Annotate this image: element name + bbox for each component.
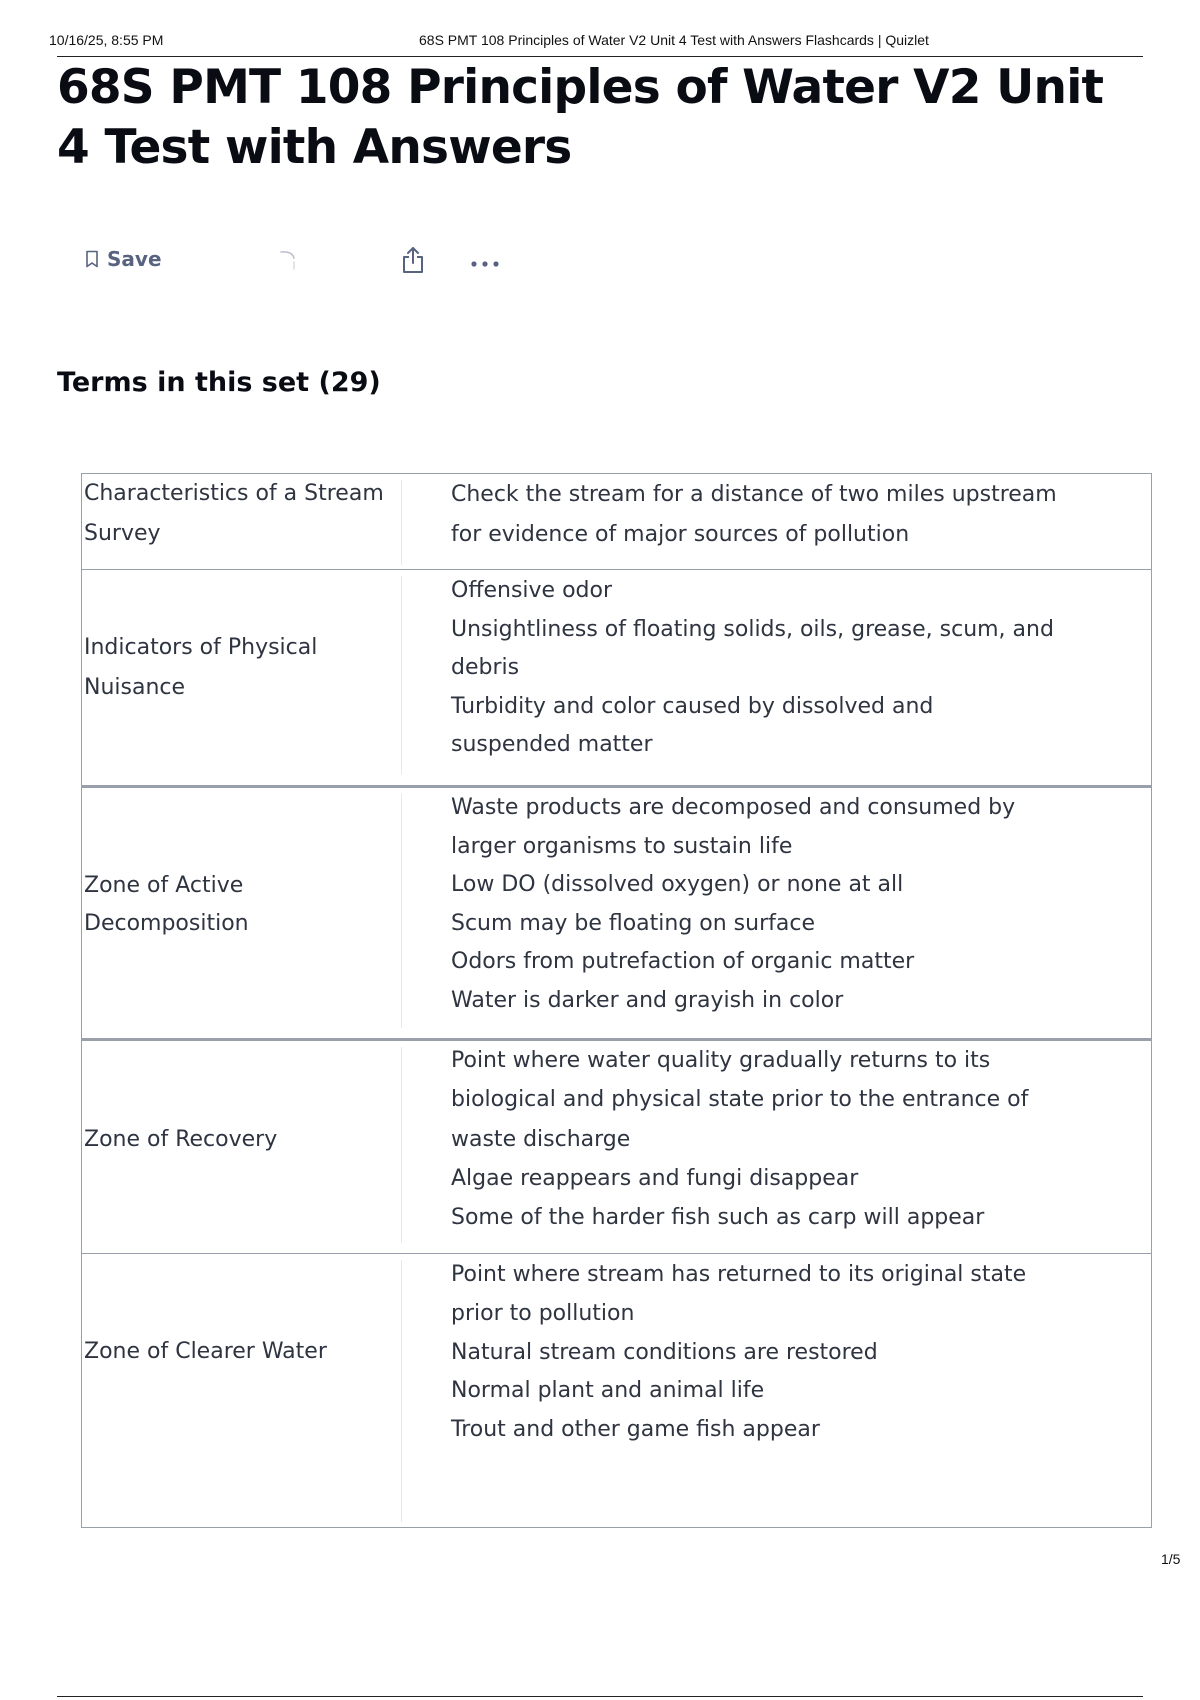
column-divider bbox=[401, 1260, 402, 1522]
definition-line: waste discharge bbox=[451, 1126, 631, 1152]
definition-line: Natural stream conditions are restored bbox=[451, 1339, 878, 1365]
definition-line: Waste products are decomposed and consumed by bbox=[451, 795, 1016, 820]
terms-heading: Terms in this set (29) bbox=[57, 367, 381, 398]
definition-text bbox=[451, 475, 1141, 555]
definition-line: Water is darker and grayish in color bbox=[451, 987, 844, 1013]
more-options-button[interactable] bbox=[465, 244, 505, 280]
term-row bbox=[82, 474, 1151, 569]
more-icon bbox=[470, 253, 500, 272]
definition-text bbox=[451, 789, 1141, 1021]
term-row bbox=[82, 569, 1151, 785]
definition-line: Offensive odor bbox=[451, 578, 613, 603]
term-line: Zone of Clearer Water bbox=[84, 1339, 327, 1364]
term-text bbox=[84, 867, 389, 943]
term-line: Zone of Recovery bbox=[84, 1127, 278, 1152]
term-line: Characteristics of a Stream bbox=[84, 481, 384, 506]
definition-line: Point where stream has returned to its original state bbox=[451, 1262, 1027, 1287]
definition-line: larger organisms to sustain life bbox=[451, 833, 793, 859]
definition-text bbox=[451, 1256, 1141, 1450]
column-divider bbox=[401, 576, 402, 774]
definition-text bbox=[451, 572, 1141, 765]
term-row bbox=[82, 1038, 1151, 1253]
page-number: 1/5 bbox=[1161, 1551, 1181, 1567]
term-text bbox=[84, 1120, 389, 1160]
header-divider bbox=[57, 56, 1143, 57]
definition-text bbox=[451, 1041, 1141, 1237]
print-datetime: 10/16/25, 8:55 PM bbox=[49, 32, 164, 48]
definition-line: Check the stream for a distance of two miles upstream bbox=[451, 482, 1057, 507]
definition-line: debris bbox=[451, 655, 520, 680]
loading-icon bbox=[278, 249, 300, 275]
footer-divider bbox=[57, 1696, 1143, 1697]
definition-line: biological and physical state prior to the entrance of bbox=[451, 1087, 1029, 1113]
definition-line: Odors from putrefaction of organic matter bbox=[451, 949, 915, 975]
definition-line: Point where water quality gradually returns to its bbox=[451, 1048, 991, 1073]
terms-table bbox=[81, 473, 1152, 1528]
definition-line: prior to pollution bbox=[451, 1300, 635, 1326]
term-row bbox=[82, 785, 1151, 1038]
definition-line: Algae reappears and fungi disappear bbox=[451, 1165, 859, 1191]
share-icon bbox=[400, 245, 426, 279]
print-header bbox=[49, 28, 1142, 52]
term-text bbox=[84, 474, 389, 554]
term-line: Zone of Active bbox=[84, 873, 244, 898]
column-divider bbox=[401, 1047, 402, 1243]
term-line: Decomposition bbox=[84, 911, 249, 936]
term-line: Survey bbox=[84, 521, 161, 546]
print-document-title: 68S PMT 108 Principles of Water V2 Unit 4 Test with Answers Flashcards | Quizlet bbox=[419, 32, 929, 48]
column-divider bbox=[401, 480, 402, 565]
term-text bbox=[84, 628, 389, 708]
term-line: Indicators of Physical bbox=[84, 635, 318, 660]
definition-line: suspended matter bbox=[451, 732, 653, 757]
share-button[interactable] bbox=[393, 244, 433, 280]
definition-line: Turbidity and color caused by dissolved and bbox=[451, 693, 934, 719]
definition-line: Trout and other game fish appear bbox=[451, 1417, 820, 1443]
definition-line: Unsightliness of floating solids, oils, grease, scum, and bbox=[451, 616, 1054, 642]
save-label: Save bbox=[107, 247, 162, 271]
column-divider bbox=[401, 794, 402, 1028]
save-button[interactable] bbox=[85, 247, 162, 271]
definition-line: Scum may be floating on surface bbox=[451, 910, 815, 936]
loading-button[interactable] bbox=[269, 244, 309, 280]
term-line: Nuisance bbox=[84, 675, 186, 700]
definition-line: Normal plant and animal life bbox=[451, 1378, 765, 1404]
definition-line: Some of the harder fish such as carp will appear bbox=[451, 1205, 985, 1231]
action-bar bbox=[85, 244, 545, 284]
definition-line: Low DO (dissolved oxygen) or none at all bbox=[451, 872, 904, 898]
term-row bbox=[82, 1253, 1151, 1526]
definition-line: for evidence of major sources of pollution bbox=[451, 522, 910, 547]
bookmark-icon bbox=[85, 250, 99, 268]
term-text bbox=[84, 1332, 389, 1372]
page-title: 68S PMT 108 Principles of Water V2 Unit 4 Test with Answers bbox=[57, 60, 1104, 175]
